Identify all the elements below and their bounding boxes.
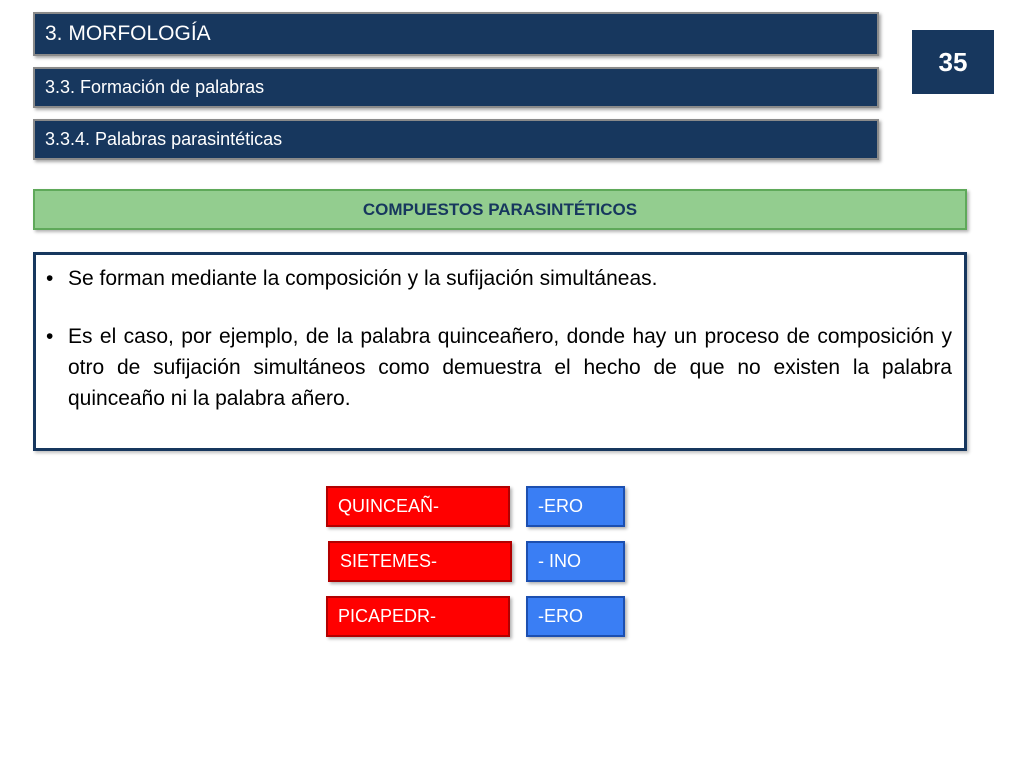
bullet-marker: • — [46, 325, 54, 348]
sub-subsection-header-bar — [33, 119, 879, 160]
bullet-item — [46, 321, 952, 414]
bullet-marker: • — [46, 267, 54, 290]
suffix-label: -ERO — [538, 496, 583, 516]
section-title: 3. MORFOLOGÍA — [45, 22, 211, 45]
stem-box — [326, 486, 510, 527]
stem-label: QUINCEAÑ- — [338, 496, 440, 516]
subsection-title: 3.3. Formación de palabras — [45, 77, 265, 97]
slide-number: 35 — [912, 30, 994, 94]
section-header-bar — [33, 12, 879, 56]
content-box — [33, 252, 967, 451]
subsection-header-bar — [33, 67, 879, 108]
topic-title: COMPUESTOS PARASINTÉTICOS — [362, 199, 638, 219]
stem-box — [326, 596, 510, 637]
suffix-box — [526, 486, 625, 527]
stem-label: SIETEMES- — [340, 551, 438, 571]
sub-subsection-title: 3.3.4. Palabras parasintéticas — [45, 129, 283, 149]
topic-title-box — [33, 189, 967, 230]
stem-box — [328, 541, 512, 582]
bullet-text: Es el caso, por ejemplo, de la palabra quinceañero, donde hay un proceso de composición y otro de sufijación simultáneos como demuestra el hecho de que no existen la palabra quinceaño ni la palabra añero. — [68, 325, 952, 410]
suffix-label: -ERO — [538, 606, 583, 626]
suffix-box — [526, 541, 625, 582]
suffix-box — [526, 596, 625, 637]
stem-label: PICAPEDR- — [338, 606, 437, 626]
suffix-label: - INO — [538, 551, 581, 571]
bullet-item — [46, 263, 952, 294]
bullet-text: Se forman mediante la composición y la sufijación simultáneas. — [68, 267, 658, 290]
